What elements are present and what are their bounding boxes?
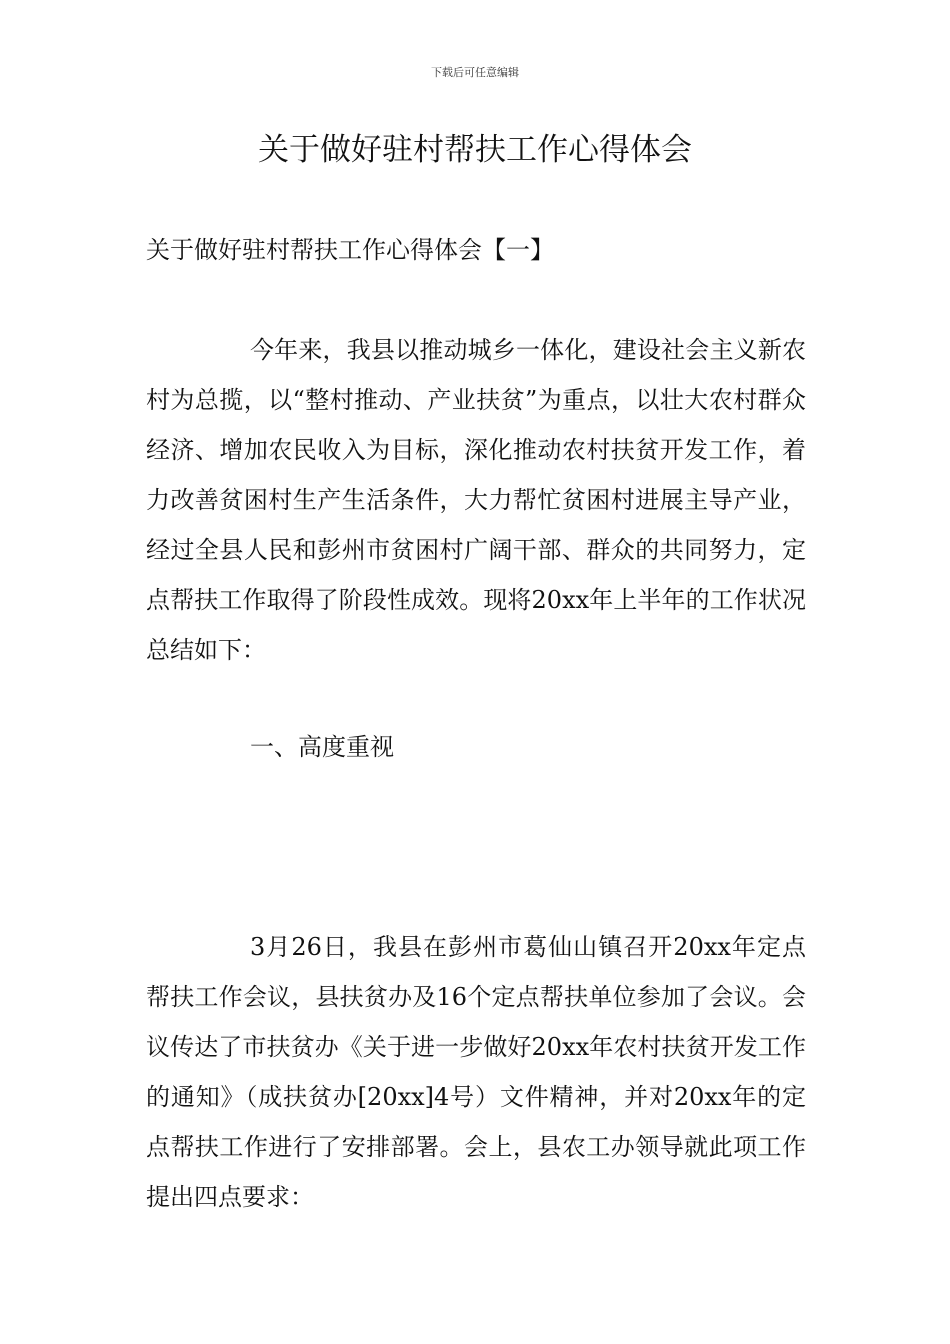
section-subtitle: 关于做好驻村帮扶工作心得体会【一】 [146, 236, 554, 264]
body-paragraph-meeting: 3月26日，我县在彭州市葛仙山镇召开20xx年定点帮扶工作会议，县扶贫办及16个定点帮扶单位参加了会议。会议传达了市扶贫办《关于进一步做好20xx年农村扶贫开发工作的通知》（成扶贫办[20xx]4号）文件精神，并对20xx年的定点帮扶工作进行了安排部署。会上，县农工办领导就此项工作提出四点要求： [146, 933, 806, 1211]
body-paragraph-intro: 今年来，我县以推动城乡一体化，建设社会主义新农村为总揽，以“整村推动、产业扶贫”为重点，以壮大农村群众经济、增加农民收入为目标，深化推动农村扶贫开发工作，着力改善贫困村生产生活条件，大力帮忙贫困村进展主导产业，经过全县人民和彭州市贫困村广阔干部、群众的共同努力，定点帮扶工作取得了阶段性成效。现将20xx年上半年的工作状况总结如下： [146, 336, 806, 664]
header-note: 下载后可任意编辑 [431, 66, 519, 79]
section-heading: 一、高度重视 [250, 733, 394, 761]
document-title: 关于做好驻村帮扶工作心得体会 [258, 132, 692, 168]
